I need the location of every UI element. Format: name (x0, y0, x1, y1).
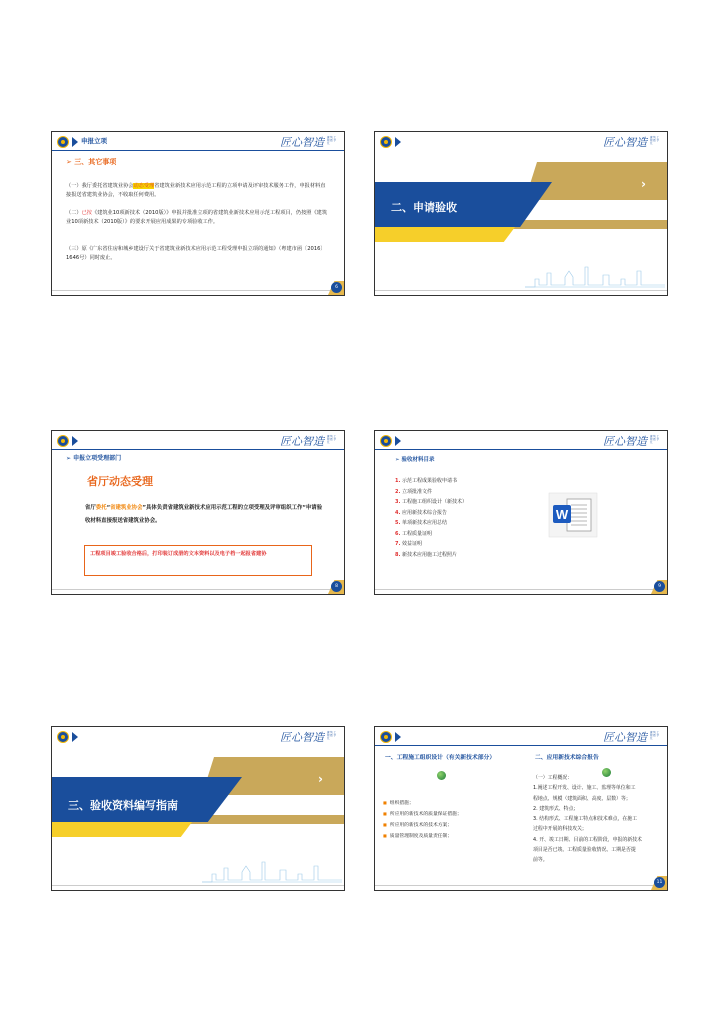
paragraph-3: （三）原《广东省住房和城乡建设厅关于省建筑业新技术应用示范工程受理申报立项的通知》（粤建市函〔2016〕1646号）同时废止。 (66, 246, 326, 261)
page-number: 9 (654, 581, 665, 592)
word-document-icon (547, 491, 599, 539)
logo-icon (380, 731, 392, 743)
city-skyline-icon (525, 259, 665, 289)
left-column-heading: 一、工程施工组织设计（有关新技术部分） (385, 755, 496, 761)
play-arrow-icon (72, 137, 78, 147)
slide-header (375, 132, 667, 150)
logo-icon (380, 435, 392, 447)
logo-icon (57, 136, 69, 148)
slide-5 (51, 726, 345, 891)
left-bullet-list (383, 798, 462, 842)
header-rule (52, 449, 344, 450)
header-title: 申报立项 (81, 137, 107, 145)
brand-sub: 建 筑 工 程 数 字 化 (650, 136, 660, 145)
list-item: 8. 新技术应用施工过程照片 (395, 551, 457, 558)
page-number: 8 (331, 581, 342, 592)
brand-sub: 建 筑 工 程 数 字 化 (650, 435, 660, 444)
slide-header (52, 431, 344, 449)
slide-3 (51, 430, 345, 595)
list-item: 3. 工程施工组织设计（新技术） (395, 499, 467, 505)
list-item: 7. 效益证明 (395, 541, 422, 547)
list-item: 2. 立项批准文件 (395, 488, 432, 495)
play-arrow-icon (72, 732, 78, 742)
header-rule (52, 150, 344, 151)
section-title: 三、验收资料编写指南 (68, 799, 178, 812)
section-subtitle: ➢ 三、其它事项 (66, 158, 117, 166)
brand-logo: 匠心智造 (603, 435, 647, 448)
brand-sub: 建 筑 工 程 数 字 化 (327, 435, 337, 444)
brand-logo: 匠心智造 (603, 136, 647, 149)
right-column-heading: 二、应用新技术综合报告 (535, 755, 599, 761)
slide-header (52, 132, 344, 150)
footer-rule (52, 589, 344, 590)
chevron-right-icon: › (318, 772, 323, 786)
footer-rule (52, 885, 344, 886)
brand-sub: 建 筑 工 程 数 字 化 (327, 731, 337, 740)
logo-icon (57, 435, 69, 447)
play-arrow-icon (395, 436, 401, 446)
logo-icon (57, 731, 69, 743)
section-subtitle: ➢ 验收材料目录 (395, 457, 435, 463)
slide-header (375, 431, 667, 449)
footer-rule (375, 290, 667, 291)
footer-rule (375, 589, 667, 590)
page-number: 11 (654, 877, 665, 888)
slide-4 (374, 430, 668, 595)
brand-sub: 建 筑 工 程 数 字 化 (327, 136, 337, 145)
header-rule (375, 745, 667, 746)
list-item: ■ 所应用的新技术的质量保证措施； (383, 809, 462, 820)
header-rule (375, 449, 667, 450)
emphasis-title: 省厅动态受理 (87, 475, 153, 488)
play-arrow-icon (395, 137, 401, 147)
list-item: 4. 应用新技术综合报告 (395, 509, 447, 516)
body-text: 省厅委托“省建筑业协会”具体负责省建筑业新技术应用示范工程的立项受理及评审组织工作“申请验收材料直接报送省建筑业协会。 (85, 505, 323, 524)
list-item: 6. 工程质量证明 (395, 530, 432, 537)
section-title: 二、申请验收 (391, 201, 457, 214)
footer-rule (52, 290, 344, 291)
slide-2 (374, 131, 668, 296)
brand-logo: 匠心智造 (280, 136, 324, 149)
slide-header (375, 727, 667, 745)
footer-rule (375, 885, 667, 886)
chevron-right-icon: › (641, 177, 646, 191)
logo-icon (380, 136, 392, 148)
brand-sub: 建 筑 工 程 数 字 化 (650, 731, 660, 740)
list-item: 5. 单项新技术应用总结 (395, 520, 447, 526)
brand-logo: 匠心智造 (603, 731, 647, 744)
highlight-text: 动态受理 (133, 183, 155, 189)
list-item: ■ 质量管理制度及质量责任制； (383, 831, 462, 842)
play-arrow-icon (72, 436, 78, 446)
highlight-text: 已按 (81, 210, 92, 216)
materials-list (395, 476, 467, 560)
slide-header (52, 727, 344, 745)
note-box: 工程项目竣工验收合格后，打印装订成册的文本资料以及电子档一起报省建协 (84, 545, 312, 576)
gold-band (525, 162, 668, 200)
yellow-band (52, 822, 192, 837)
play-arrow-icon (395, 732, 401, 742)
list-item: ■ 组织措施； (383, 798, 462, 809)
globe-icon (437, 771, 446, 780)
section-subtitle: ➢ 申报立项受理部门 (66, 455, 122, 462)
brand-logo: 匠心智造 (280, 435, 324, 448)
slide-6 (374, 726, 668, 891)
city-skyline-icon (202, 854, 342, 884)
paragraph-2: （二）已按《建筑业10项新技术（2010版）》申报并批准立项的省建筑业新技术应用示范工程项目，仍按照《建筑业10项新技术（2010版）》的要求开展应用成果的专项验收工作。 (66, 210, 328, 225)
list-item: ■ 所应用的新技术的技术方案； (383, 820, 462, 831)
svg-text:W: W (555, 507, 569, 522)
brand-logo: 匠心智造 (280, 731, 324, 744)
yellow-band (375, 227, 515, 242)
slide-1 (51, 131, 345, 296)
page-number: 6 (331, 282, 342, 293)
list-item: 1. 示范工程成果验收申请书 (395, 478, 457, 484)
right-column-text: （一）工程概况： 1.阐述工程开发、设计、施工、监理等单位和工 程地点、规模（建筑面积、高度、层数）等； 2. 建筑形式、特点； 3. 结构形式、工程施工特点和技术难点，在施工 过程中开展的科技攻关； 4. 开、竣工日期、目前的工程阶段，申报的新技术 项目是否已竣、工程质量验收情况、工期是否提 前等。 (533, 775, 642, 864)
paragraph-1: （一）我厅委托省建筑业协会动态受理省建筑业新技术应用示范工程的立项申请及评审技术服务工作，申报材料直接报送省建筑业协会，不收取任何费用。 (66, 183, 326, 198)
